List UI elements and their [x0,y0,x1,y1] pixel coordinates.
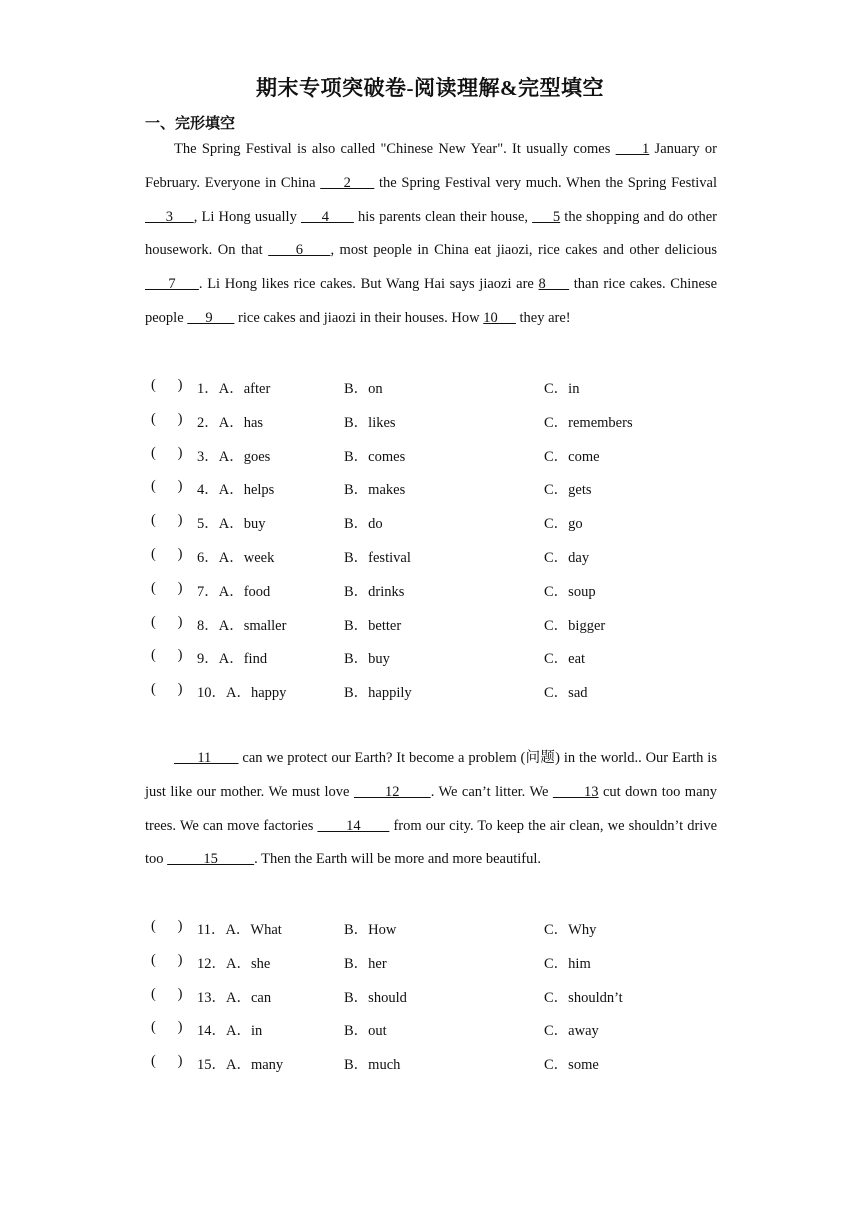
option-a: 15．A．many [197,1057,284,1074]
option-c: C．come [544,448,600,465]
answer-paren[interactable]: ( ) [151,985,183,1002]
option-c: C．some [544,1057,599,1074]
passage-text: than rice cakes. Chinese people [145,276,718,326]
option-a: 13．A．can [197,989,272,1006]
answer-paren[interactable]: ( ) [151,444,183,461]
answer-blank: 5 [532,208,561,225]
passage-text: the Spring Festival very much. When the Spring Festival [374,174,718,191]
passage-text: The Spring Festival is also called "Chinese New Year". It usually comes [174,141,616,157]
question-row [145,681,725,705]
option-b: B．How [344,922,397,938]
passage-text: can we protect our Earth? It become a problem (问题) in the world.. Our Earth is just like our mother. We must love [145,750,717,800]
answer-blank: 14 [317,817,390,834]
passage-text: they are! [515,309,571,326]
question-row [145,411,725,435]
option-b: B．festival [344,550,411,566]
answer-blank: 11 [174,750,239,766]
option-c: C．go [544,516,583,533]
answer-paren[interactable]: ( ) [151,681,183,698]
option-b: B．drinks [344,583,405,600]
option-b: B．makes [344,482,406,499]
answer-blank: 10 [483,309,516,326]
passage-text: January or February. Everyone in China [145,141,718,191]
option-c: C．in [544,381,580,397]
answer-paren[interactable]: ( ) [151,647,183,664]
page-title: 期末专项突破卷-阅读理解&完型填空 [256,76,604,100]
option-a: 5．A．buy [197,516,266,533]
question-row [145,580,725,604]
answer-blank: 6 [268,242,331,259]
option-a: 14．A．in [197,1023,263,1040]
option-b: B．do [344,516,383,533]
answer-paren[interactable]: ( ) [151,613,183,630]
option-c: C．away [544,1023,599,1040]
option-b: B．buy [344,651,390,668]
answer-blank: 12 [353,783,431,800]
option-b: B．much [344,1057,401,1074]
option-b: B．likes [344,414,396,431]
answer-blank: 7 [145,276,199,293]
answer-blank: 2 [320,174,375,191]
answer-paren[interactable]: ( ) [151,579,183,596]
question-row [145,918,725,942]
cloze-passage-1 [145,133,717,336]
passage-text: . Li Hong likes rice cakes. But Wang Hai says jiaozi are [198,276,539,293]
option-b: B．out [344,1023,387,1040]
option-a: 8．A．smaller [197,617,287,634]
option-c: C．Why [544,922,597,938]
option-b: B．should [344,989,407,1006]
option-a: 4．A．helps [197,482,275,499]
option-a: 11．A．What [197,922,282,938]
option-a: 7．A．food [197,583,271,600]
option-b: B．happily [344,685,412,702]
answer-paren[interactable]: ( ) [151,478,183,495]
passage-text: , Li Hong usually [193,208,301,225]
passage-text: from our city. To keep the air clean, we shouldn’t drive too [145,817,718,868]
answer-blank: 9 [187,309,235,326]
question-row [145,986,725,1010]
option-c: C．him [544,955,591,972]
answer-paren[interactable]: ( ) [151,918,183,934]
passage-text: rice cakes and jiaozi in their houses. How [234,309,484,326]
question-row [145,377,725,401]
option-c: C．remembers [544,414,633,431]
question-row [145,952,725,976]
cloze-passage-2 [145,742,717,877]
answer-blank: 13 [552,783,599,800]
passage-text: . Then the Earth will be more and more beautiful. [254,851,541,868]
option-b: B．comes [344,448,406,465]
answer-paren[interactable]: ( ) [151,546,183,562]
answer-blank: 4 [300,208,354,225]
option-b: B．better [344,617,402,634]
option-c: C．soup [544,583,596,600]
passage-text: the shopping and do other housework. On that [145,208,718,259]
question-row [145,445,725,469]
question-row [145,1053,725,1077]
option-a: 3．A．goes [197,448,271,465]
answer-paren[interactable]: ( ) [151,1053,183,1070]
question-row [145,647,725,671]
answer-paren[interactable]: ( ) [151,1019,183,1036]
option-c: C．shouldn’t [544,989,623,1006]
question-row [145,1019,725,1043]
option-b: B．on [344,381,383,397]
answer-blank: 8 [538,276,570,293]
question-row [145,478,725,502]
option-a: 2．A．has [197,414,264,431]
option-a: 12．A．she [197,955,271,972]
option-c: C．bigger [544,617,606,634]
passage-text: , most people in China eat jiaozi, rice cakes and other delicious [330,242,718,259]
question-row [145,614,725,638]
option-c: C．eat [544,651,586,668]
question-row [145,546,725,570]
option-c: C．sad [544,685,588,702]
question-row [145,512,725,536]
passage-text: cut down too many trees. We can move factories [145,783,718,834]
option-c: C．gets [544,482,592,499]
passage-text: his parents clean their house, [353,208,533,225]
option-a: 6．A．week [197,550,275,566]
option-a: 1．A．after [197,381,271,397]
option-b: B．her [344,955,387,972]
answer-paren[interactable]: ( ) [151,951,183,968]
section-heading-cloze: 一、完形填空 [145,116,236,132]
answer-paren[interactable]: ( ) [151,377,183,393]
option-c: C．day [544,550,590,566]
passage-text: . We can’t litter. We [430,783,553,800]
option-a: 9．A．find [197,651,268,668]
answer-blank: 3 [145,208,194,225]
answer-paren[interactable]: ( ) [151,512,183,529]
answer-paren[interactable]: ( ) [151,410,183,427]
answer-blank: 1 [615,141,650,157]
option-a: 10．A．happy [197,685,287,702]
answer-blank: 15 [167,851,255,868]
